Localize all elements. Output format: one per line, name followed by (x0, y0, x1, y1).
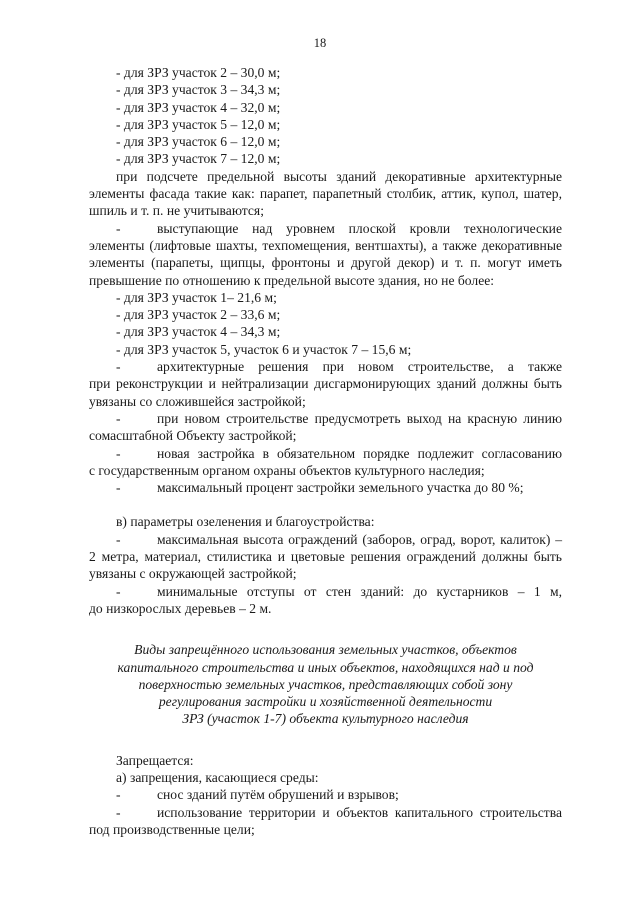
spacer (89, 617, 562, 641)
heading-line: регулирования застройки и хозяйственной деятельности (158, 694, 493, 710)
heading-line: ЗРЗ (участок 1-7) объекта культурного наследия (182, 711, 469, 727)
paragraph-line: новая застройка в обязательном порядке подлежит согласованию (157, 445, 562, 461)
list-dash: - (116, 787, 121, 803)
paragraph-line: архитектурные решения при новом строительстве, а также (157, 359, 562, 375)
paragraph-first-line (89, 410, 562, 427)
paragraph-first-line (89, 786, 562, 803)
heading-line: поверхностью земельных участков, представляющих собой зону (138, 676, 513, 692)
paragraph-line: снос зданий путём обрушений и взрывов; (157, 787, 399, 803)
list-item: - для ЗРЗ участок 4 – 34,3 м; (116, 324, 281, 340)
paragraph-first-line (89, 445, 562, 462)
paragraph-first-line (89, 583, 562, 600)
list-item: - для ЗРЗ участок 7 – 12,0 м; (116, 151, 281, 167)
paragraph-setbacks (89, 583, 562, 618)
paragraph-line: минимальные отступы от стен зданий: до кустарников – 1 м, (157, 583, 562, 599)
list-item: - для ЗРЗ участок 1– 21,6 м; (116, 289, 277, 305)
paragraph-line: при новом строительстве предусмотреть выход на красную линию (157, 410, 562, 426)
paragraph-line: элементы (лифтовые шахты, техпомещения, вентшахты), а также декоративные (89, 237, 562, 253)
list-item: - для ЗРЗ участок 6 – 12,0 м; (116, 134, 281, 150)
list-dash: - (116, 359, 121, 375)
list-item: - для ЗРЗ участок 5 – 12,0 м; (116, 116, 281, 132)
paragraph-height-calculation (89, 168, 562, 220)
paragraph-first-line (89, 804, 562, 821)
list-item: - для ЗРЗ участок 2 – 30,0 м; (116, 65, 281, 80)
list-dash: - (116, 410, 121, 426)
paragraph-line: элементы фасада такие как: парапет, парапетный столбик, аттик, купол, шатер, (89, 186, 562, 202)
list-item: - для ЗРЗ участок 5, участок 6 и участок 7 – 15,6 м; (116, 341, 412, 357)
paragraph-line: увязаны со сложившейся застройкой; (89, 393, 306, 409)
paragraph-line: шпиль и т. п. не учитываются; (89, 203, 264, 219)
paragraph-building-percent (89, 479, 562, 496)
document-body (89, 64, 562, 838)
spacer (89, 728, 562, 752)
paragraph-line: сомасштабной Объекту застройкой; (89, 428, 297, 444)
excess-limits-list (89, 289, 562, 358)
paragraph-first-line (89, 220, 562, 237)
paragraph-line: максимальный процент застройки земельного участка до 80 %; (157, 480, 524, 496)
paragraph-line: при реконструкции и нейтрализации дисгармонирующих зданий должны быть (89, 376, 562, 392)
paragraph-architectural-solutions (89, 358, 562, 410)
list-item: - для ЗРЗ участок 4 – 32,0 м; (116, 99, 281, 115)
heading-line: Виды запрещённого использования земельных участков, объектов (134, 642, 517, 658)
paragraph-line: максимальная высота ограждений (заборов, оград, ворот, калиток) – (157, 531, 562, 547)
list-dash: - (116, 220, 121, 236)
paragraph-line: с государственным органом охраны объектов культурного наследия; (89, 462, 485, 478)
section-heading (89, 641, 562, 727)
height-limits-list (89, 64, 562, 168)
list-dash: - (116, 804, 121, 820)
page-number: 18 (313, 36, 327, 50)
paragraph-line: превышение по отношению к предельной высоте здания, но не более: (89, 272, 495, 288)
paragraph-line: под производственные цели; (89, 821, 255, 837)
environment-prohibitions-title: а) запрещения, касающиеся среды: (116, 769, 319, 785)
paragraph-approval (89, 445, 562, 480)
paragraph-first-line (89, 531, 562, 548)
list-dash: - (116, 480, 121, 496)
paragraph-industrial-use (89, 804, 562, 839)
paragraph-first-line (89, 479, 562, 496)
list-item: - для ЗРЗ участок 3 – 34,3 м; (116, 82, 281, 98)
list-item: - для ЗРЗ участок 2 – 33,6 м; (116, 307, 281, 323)
paragraph-demolition (89, 786, 562, 803)
list-dash: - (116, 583, 121, 599)
list-dash: - (116, 445, 121, 461)
paragraph-line: до низкорослых деревьев – 2 м. (89, 600, 272, 616)
paragraph-line: 2 метра, материал, стилистика и цветовые решения ограждений должны быть (89, 549, 562, 565)
paragraph-first-line (89, 358, 562, 375)
paragraph-fence-height (89, 531, 562, 583)
paragraph-line: выступающие над уровнем плоской кровли технологические (157, 220, 562, 236)
paragraph-red-line-exit (89, 410, 562, 445)
paragraph-line: элементы (парапеты, щипцы, фронтоны и другой декор) и т. п. могут иметь (89, 255, 562, 271)
section-title-landscaping: в) параметры озеленения и благоустройства: (116, 514, 375, 530)
heading-line: капитального строительства и иных объектов, находящихся над и под (117, 659, 534, 675)
paragraph-line: увязаны с окружающей застройкой; (89, 566, 297, 582)
list-dash: - (116, 531, 121, 547)
prohibited-title: Запрещается: (116, 752, 194, 768)
spacer (89, 496, 562, 513)
paragraph-line: при подсчете предельной высоты зданий декоративные архитектурные (116, 168, 562, 184)
paragraph-protruding-elements (89, 220, 562, 289)
paragraph-line: использование территории и объектов капитального строительства (157, 804, 562, 820)
